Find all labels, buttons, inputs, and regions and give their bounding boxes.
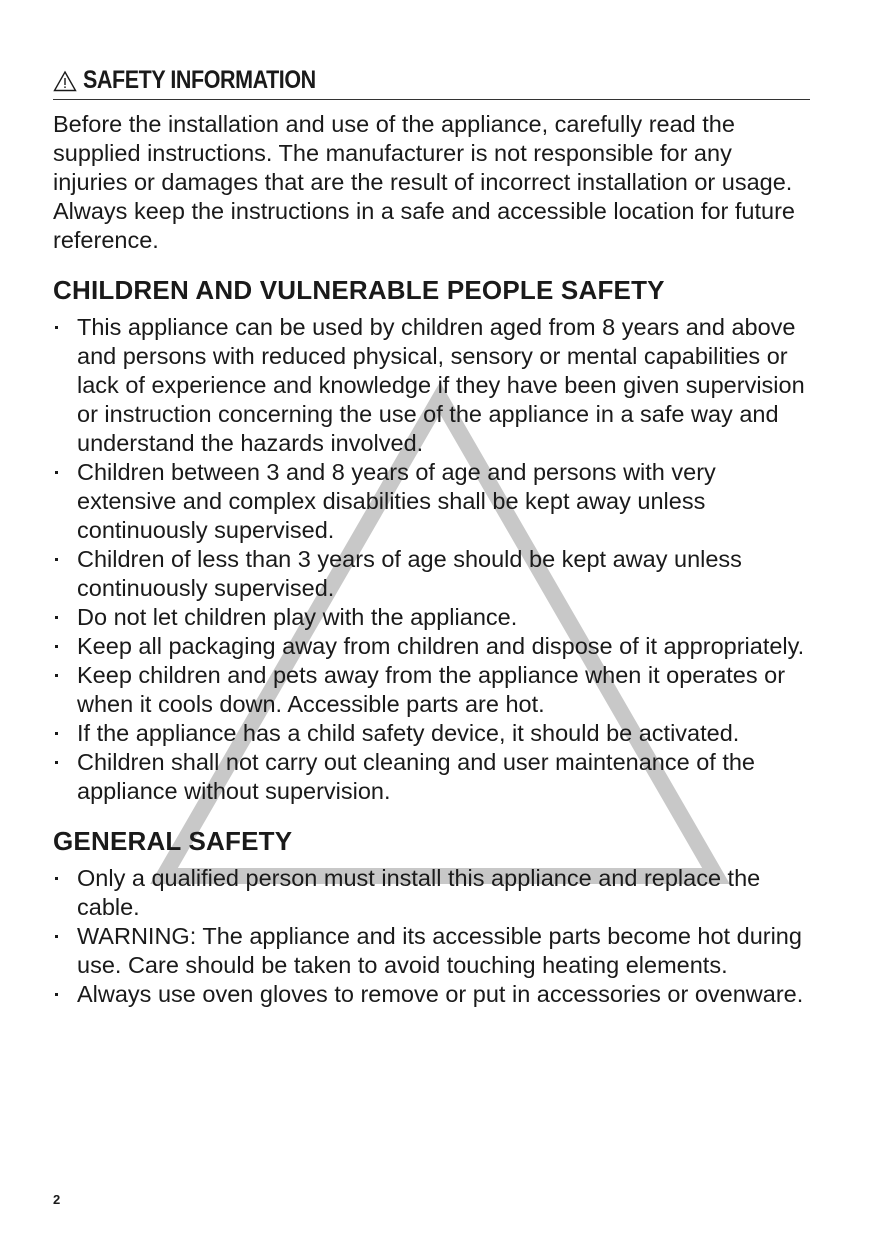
- list-item: [53, 980, 810, 1009]
- page-number: 2: [53, 1192, 61, 1207]
- bullet-icon: [55, 326, 58, 329]
- section-title: SAFETY INFORMATION: [83, 66, 316, 94]
- list-item: [53, 864, 810, 922]
- list-item: [53, 922, 810, 980]
- list-item: [53, 458, 810, 545]
- list-item-text: Keep children and pets away from the appliance when it operates or when it cools down. Accessible parts are hot.: [77, 662, 786, 717]
- list-item: [53, 661, 810, 719]
- bullet-icon: [55, 761, 58, 764]
- list-item-text: Only a qualified person must install this appliance and replace the cable.: [77, 865, 761, 920]
- list-item-text: Children of less than 3 years of age should be kept away unless continuously supervised.: [77, 546, 742, 601]
- list-item-text: This appliance can be used by children aged from 8 years and above and persons with reduced physical, sensory or mental capabilities or lack of experience and knowledge if they have been given supervision or instruction concerning the use of the appliance in a safe way and understand the hazards involved.: [77, 314, 805, 456]
- list-item-text: Children shall not carry out cleaning and user maintenance of the appliance without supervision.: [77, 749, 755, 804]
- list-item: [53, 748, 810, 806]
- section-header: [53, 66, 810, 100]
- list-item-text: Children between 3 and 8 years of age and persons with very extensive and complex disabilities shall be kept away unless continuously supervised.: [77, 459, 716, 543]
- bullet-icon: [55, 616, 58, 619]
- list-item-text: Always use oven gloves to remove or put in accessories or ovenware.: [77, 981, 804, 1007]
- bullet-icon: [55, 558, 58, 561]
- intro-paragraph: Before the installation and use of the appliance, carefully read the supplied instructions. The manufacturer is not responsible for any injuries or damages that are the result of incorrect installation or usage. Always keep the instructions in a safe and accessible location for future reference.: [53, 111, 795, 253]
- list-item-text: Do not let children play with the appliance.: [77, 604, 518, 630]
- list-item: [53, 719, 810, 748]
- bullet-icon: [55, 935, 58, 938]
- safety-information-page: [53, 66, 810, 1009]
- bullet-icon: [55, 993, 58, 996]
- bullet-icon: [55, 471, 58, 474]
- list-item: [53, 545, 810, 603]
- children-safety-heading: CHILDREN AND VULNERABLE PEOPLE SAFETY: [53, 275, 665, 305]
- list-item-text: WARNING: The appliance and its accessible parts become hot during use. Care should be taken to avoid touching heating elements.: [77, 923, 802, 978]
- list-item-text: If the appliance has a child safety device, it should be activated.: [77, 720, 740, 746]
- list-item: [53, 632, 810, 661]
- general-safety-list: [53, 864, 810, 1009]
- warning-triangle-icon: [53, 70, 77, 92]
- bullet-icon: [55, 877, 58, 880]
- children-safety-list: [53, 313, 810, 806]
- bullet-icon: [55, 645, 58, 648]
- list-item: [53, 313, 810, 458]
- list-item-text: Keep all packaging away from children and dispose of it appropriately.: [77, 633, 805, 659]
- bullet-icon: [55, 732, 58, 735]
- general-safety-heading: GENERAL SAFETY: [53, 826, 293, 856]
- bullet-icon: [55, 674, 58, 677]
- list-item: [53, 603, 810, 632]
